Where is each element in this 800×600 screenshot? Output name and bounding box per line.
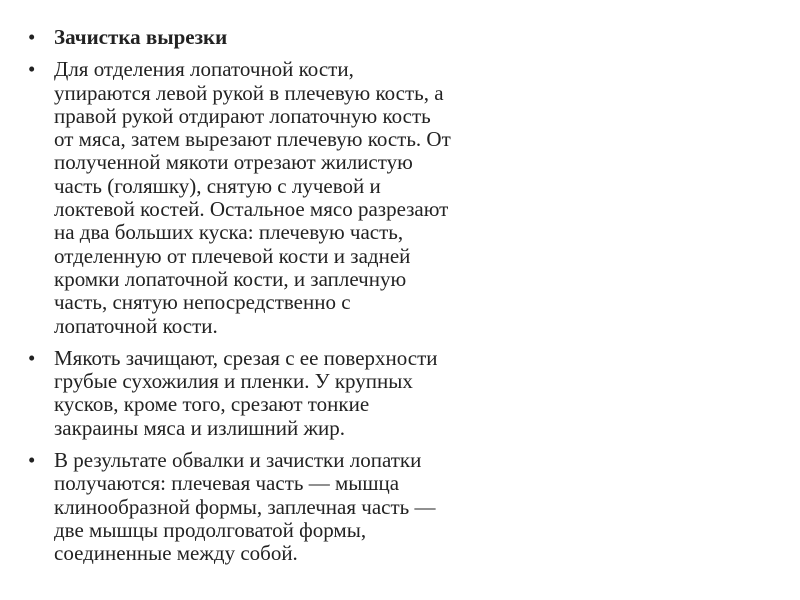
bullet-list (28, 26, 760, 566)
bullet-dot-icon: • (28, 448, 36, 473)
bullet-item (28, 449, 760, 565)
bullet-heading-text: Зачистка вырезки (54, 25, 228, 49)
bullet-item (28, 58, 760, 338)
bullet-dot-icon: • (28, 345, 36, 370)
bullet-item (28, 347, 760, 440)
bullet-paragraph: В результате обвалки и зачистки лопатки получаются: плечевая часть — мышца клинообразной формы, заплечная часть — две мышцы продолговатой формы, соединенные между собой. (54, 448, 436, 566)
bullet-dot-icon: • (28, 25, 36, 49)
bullet-paragraph: Для отделения лопаточной кости, упираются левой рукой в плечевую кость, а правой рукой отдирают лопаточную кость от мяса, затем вырезают плечевую кость. От полученной мякоти отрезают жилистую часть (голяшку), снятую с лучевой и локтевой костей. Остальное мясо разрезают на два больших куска: плечевую часть, отделенную от плечевой кости и задней кромки лопаточной кости, и заплечную часть, снятую непосредственно с лопаточной кости. (54, 57, 451, 338)
bullet-dot-icon: • (28, 57, 36, 82)
bullet-item-heading (28, 26, 760, 49)
bullet-paragraph: Мякоть зачищают, срезая с ее поверхности грубые сухожилия и пленки. У крупных кусков, кроме того, срезают тонкие закраины мяса и излишний жир. (54, 345, 438, 440)
